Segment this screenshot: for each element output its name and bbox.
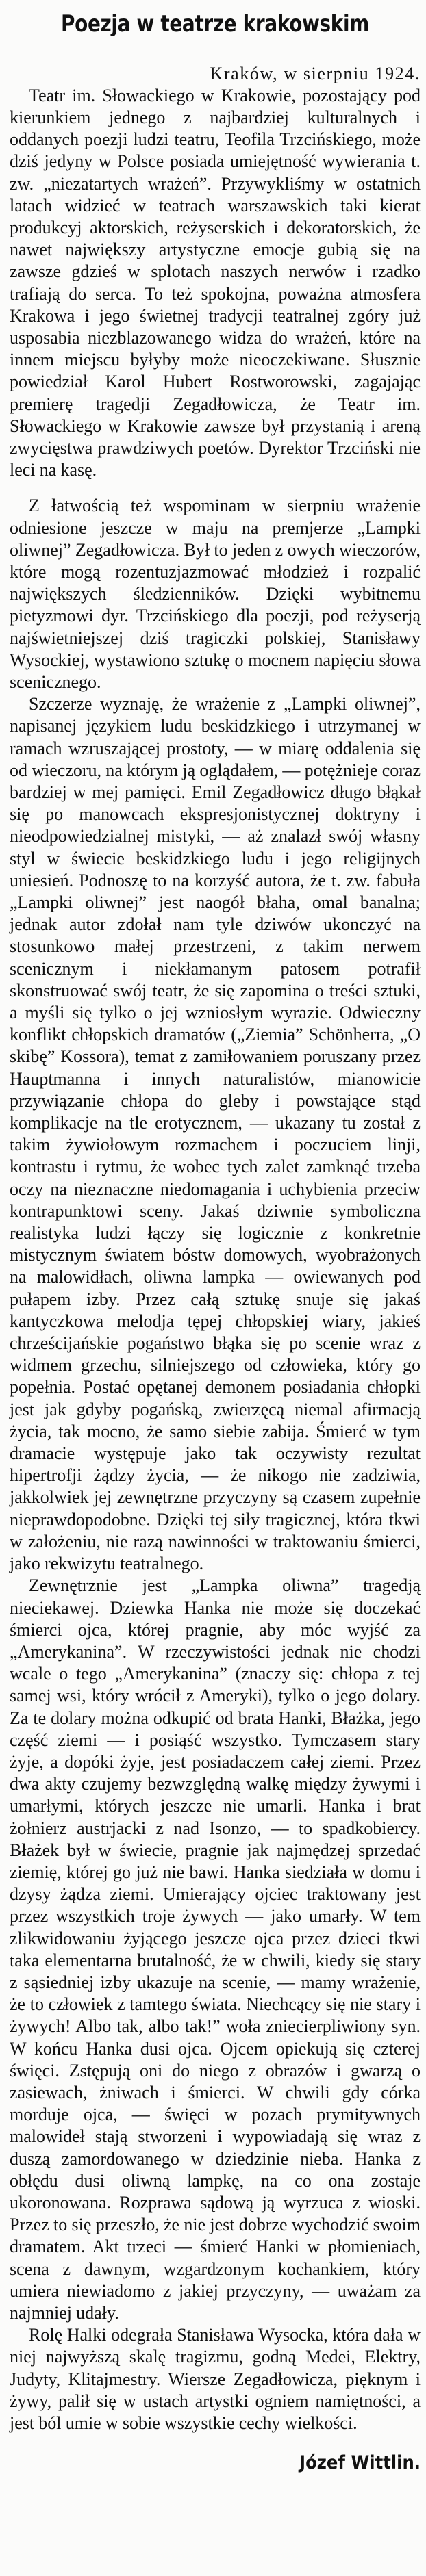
- article-title: Poezja w teatrze krakowskim: [61, 10, 369, 38]
- dateline: Kraków, w sierpniu 1924.: [210, 63, 421, 83]
- author-signature: Józef Wittlin.: [299, 2452, 421, 2474]
- paragraph-2: Z łatwością też wspominam w sierpniu wrażenie odniesione jeszcze w maju na premjerze „Lampki oliwnej” Zegadłowicza. Był to jeden z owych wieczorów, które mogą rozentuzjazmować młodzież i rozpalić największych śledzienników. Dzięki wybitnemu pietyzmowi dyr. Trzcińskiego dla poezji, pod reżyserją najświetniejszej dziś tragiczki polskiej, Stanisławy Wysockiej, wystawiono sztukę o mocnem napięciu słowa scenicznego.: [10, 495, 421, 692]
- paragraph-3: Szczerze wyznaję, że wrażenie z „Lampki oliwnej”, napisanej językiem ludu beskidzkiego i utrzymanej w ramach wzruszającej prostoty, — w miarę oddalenia się od wieczoru, na którym ją oglądałem, — potężnieje coraz bardziej w mej pamięci. Emil Zegadłowicz długo błąkał się po manowcach ekspresjonistycznej doktryny i nieodpowiedzialnej mistyki, — aż znalazł swój własny styl w świecie beskidzkiego ludu i jego religijnych uniesień. Podnoszę to na korzyść autora, że t. zw. fabuła „Lampki oliwnej” jest naogół błaha, omal banalna; jednak autor zdołał nam tyle dziwów ukonczyć na stosunkowo małej przestrzeni, z takim nerwem scenicznym i niekłamanym patosem potrafił skonstruować swój teatr, że się zapomina o treści sztuki, a myśli się tylko o jej wzniosłym wyrazie. Odwieczny konflikt chłopskich dramatów („Ziemia” Schönherra, „O skibę” Kossora), temat z zamiłowaniem poruszany przez Hauptmanna i innych naturalistów, mianowicie przywiązanie chłopa do gleby i powstające stąd komplikacje na tle erotycznem, — ukazany tu został z takim żywiołowym rozmachem i poczuciem linji, kontrastu i rytmu, że wobec tych zalet zamknąć trzeba oczy na nieznaczne niedomagania i uchybienia przeciw kontrapunktowi sceny. Jakaś dziwnie symboliczna realistyka ludzi łączy się logicznie z konkretnie mistycznym światem bóstw domowych, wyobrażonych na malowidłach, oliwna lampka — owiewanych pod pułapem izby. Przez całą sztukę snuje się jakaś kantyczkowa melodja tępej chłopskiej wiary, jakieś chrześcijańskie pogaństwo błąka się po scenie wraz z widmem grzechu, silniejszego od człowieka, który go popełnia. Postać opętanej demonem posiadania chłopki jest jak gdyby pogańską, zwierzęcą niemal afirmacją życia, tak mocno, że samo siebie zabija. Śmierć w tym dramacie występuje jako tak oczywisty rezultat hipertrofji żądzy życia, — że nikogo nie zadziwia, jakkolwiek jej zewnętrzne przyczyny są czasem zupełnie nieprawdopodobne. Dzięki tej siły tragicznej, która tkwi w założeniu, nie razą nawinności w traktowaniu śmierci, jako rekwizytu teatralnego.: [10, 694, 421, 1574]
- article-body: [10, 85, 421, 2435]
- paragraph-5: Rolę Halki odegrała Stanisława Wysocka, która dała w niej najwyższą skalę tragizmu, godną Medei, Elektry, Judyty, Klitajmestry. Wiersze Zegadłowicza, pięknym i żywy, palił się w ustach artystki ogniem namiętności, a jest ból umie w sobie wszystkie cechy wielkości.: [10, 2325, 421, 2434]
- paragraph-separator: [10, 481, 421, 495]
- paragraph-1: Teatr im. Słowackiego w Krakowie, pozostający pod kierunkiem jednego z najbardziej kulturalnych i oddanych poezji ludzi teatru, Teofila Trzcińskiego, może dziś jedyny w Polsce posiada umiejętność wywierania t. zw. „niezatartych wrażeń”. Przywykliśmy w ostatnich latach widzieć w teatrach warszawskich taki kierat produkcyj aktorskich, reżyserskich i dekoratorskich, że nawet największy artystyczne emocje gubią się na zawsze gdzieś w splotach naszych nerwów i rzadko trafiają do serca. To też spokojna, poważna atmosfera Krakowa i jego świetnej tradycji teatralnej zgóry już usposabia niezblazowanego widza do wrażeń, które na innem miejscu byłyby może nieoczekiwane. Słusznie powiedział Karol Hubert Rostworowski, zagajając premierę tragedji Zegadłowicza, że Teatr im. Słowackiego w Krakowie zawsze był przystanią i areną zwycięstwa prawdziwych poetów. Dyrektor Trzciński nie leci na kasę.: [10, 85, 421, 480]
- paragraph-4: Zewnętrznie jest „Lampka oliwna” tragedją nieciekawej. Dziewka Hanka nie może się doczekać śmierci ojca, której pragnie, aby móc wyjść za „Amerykanina”. W rzeczywistości jednak nie chodzi wcale o tego „Amerykanina” (znaczy się: chłopa z tej samej wsi, który wrócił z Ameryki), tylko o jego dolary. Za te dolary można odkupić od brata Hanki, Błażka, jego część ziemi — i posiąść wszystko. Tymczasem stary żyje, a dopóki żyje, jest posiadaczem całej ziemi. Przez dwa akty czujemy bezwzględną walkę między żywymi i umarłymi, których jeszcze nie umarli. Hanka i brat żołnierz austrjacki z nad Isonzo, — to spadkobiercy. Błażek był w świecie, pragnie jak najmędzej sprzedać ziemię, której go już nie bawi. Hanka siedziała w domu i dzysy żądza ziemi. Umierający ojciec traktowany jest przez wszystkich troje żywych — jako umarły. W tem zlikwidowaniu żyjącego jeszcze ojca przez dzieci tkwi taka elementarna brutalność, że w chwili, kiedy się stary z sąsiedniej izby ukazuje na scenie, — mamy wrażenie, że to człowiek z tamtego świata. Niechcący się nie stary i żywych! Albo tak, albo tak!” woła zniecierpliwiony syn. W końcu Hanka dusi ojca. Ojcem opiekują się czterej święci. Zstępują oni do niego z obrazów i gwarzą o zasiewach, żniwach i śmierci. W chwili gdy córka morduje ojca, — święci w pozach prymitywnych malowideł stają stworzeni i wypowiadają się wraz z duszą zamordowanego w dziedzinie nieba. Hanka z obłędu dusi oliwną lampkę, na co ona zostaje ukoronowana. Rozprawa sądową ją wyrzuca z wioski. Przez to się przeszło, że nie jest dobrze wychodzić swoim dramatem. Akt trzeci — śmierć Hanki w płomieniach, scena z dawnym, wzgardzonym kochankiem, który umiera niewiadomo z jakiej przyczyny, — uważam za najmniej udały.: [10, 1575, 421, 2323]
